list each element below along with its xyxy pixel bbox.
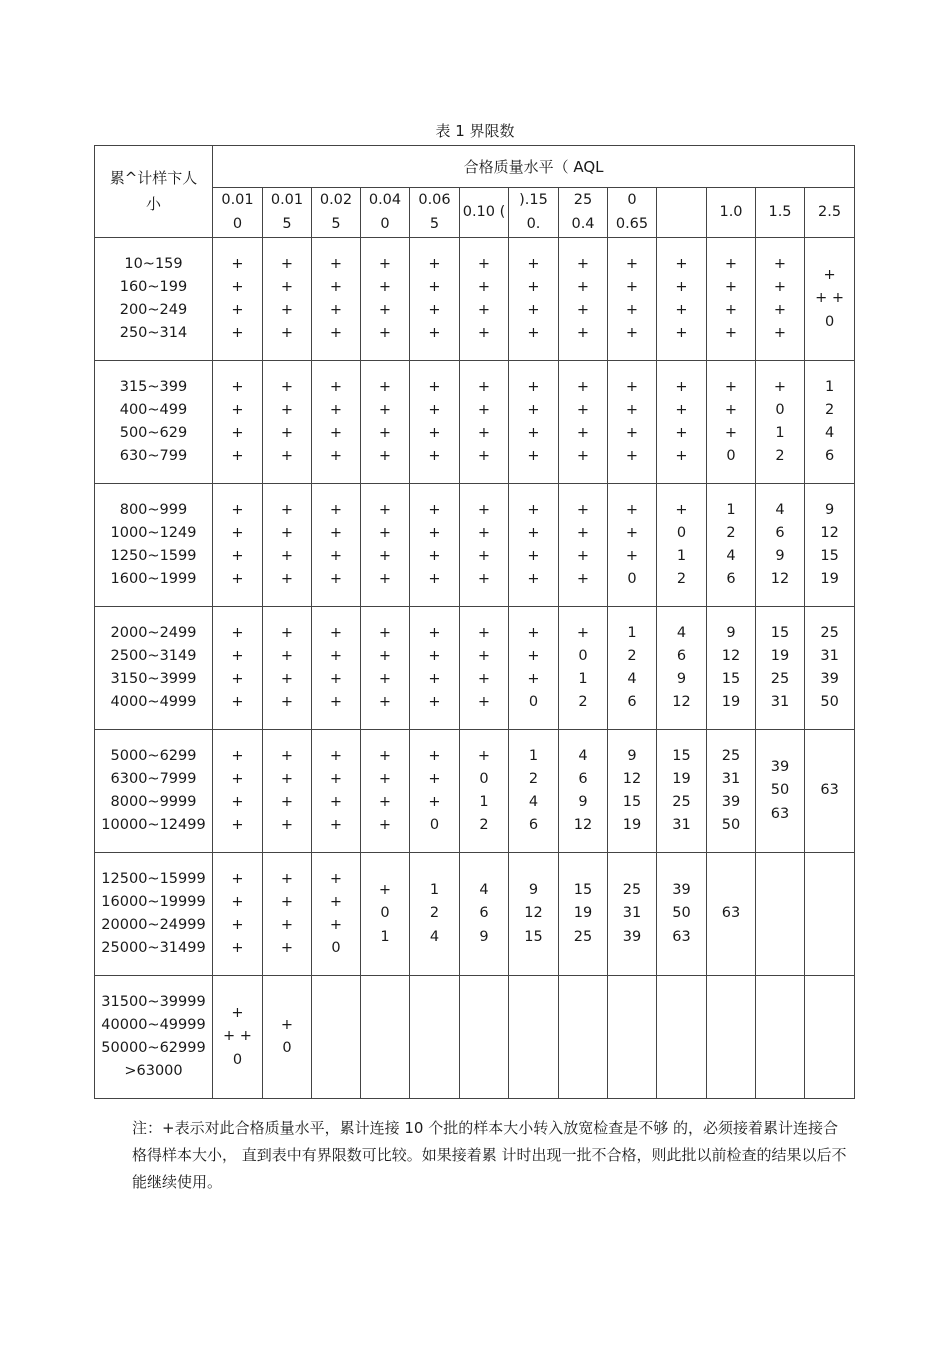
limit-value-cell: + + + +: [608, 361, 657, 484]
limit-value-cell: + + + +: [608, 238, 657, 361]
limit-value-cell: + + + +: [312, 607, 361, 730]
limit-value-cell: + 0 1 2: [559, 607, 608, 730]
limit-value-cell: + + + +: [263, 607, 312, 730]
limit-value-cell: + + + +: [559, 361, 608, 484]
limit-value-cell: + + + +: [312, 730, 361, 853]
limit-value-cell: [756, 976, 805, 1099]
sample-size-range-cell: 2000~2499 2500~3149 3150~3999 4000~4999: [95, 607, 213, 730]
limit-value-cell: + + + +: [460, 484, 509, 607]
limit-value-cell: [361, 976, 410, 1099]
limit-value-cell: 1 2 4 6: [805, 361, 855, 484]
sample-size-range-cell: 12500~15999 16000~19999 20000~24999 25000~31499: [95, 853, 213, 976]
limit-value-cell: + + + +: [509, 238, 559, 361]
limit-numbers-table: [94, 145, 855, 1099]
limit-value-cell: + + + 0: [707, 361, 756, 484]
limit-value-cell: 4 6 9 12: [559, 730, 608, 853]
limit-value-cell: [460, 976, 509, 1099]
table-row: [95, 484, 855, 607]
limit-value-cell: + + + +: [263, 853, 312, 976]
limit-value-cell: + + + +: [213, 730, 263, 853]
limit-value-cell: + + + +: [460, 607, 509, 730]
limit-value-cell: + + + +: [361, 484, 410, 607]
aql-column-header: 0.06 5: [410, 188, 460, 238]
limit-value-cell: 63: [707, 853, 756, 976]
aql-column-header: 2.5: [805, 188, 855, 238]
sample-size-range-cell: 315~399 400~499 500~629 630~799: [95, 361, 213, 484]
aql-column-header: 0.01 0: [213, 188, 263, 238]
limit-value-cell: + + + +: [263, 484, 312, 607]
limit-value-cell: + + + +: [361, 730, 410, 853]
limit-value-cell: + + + +: [213, 853, 263, 976]
limit-value-cell: [756, 853, 805, 976]
limit-value-cell: + + + 0: [213, 976, 263, 1099]
limit-value-cell: + + + 0: [805, 238, 855, 361]
aql-column-header: [657, 188, 707, 238]
sample-size-range-cell: 31500~39999 40000~49999 50000~62999 >63000: [95, 976, 213, 1099]
limit-value-cell: + + + +: [756, 238, 805, 361]
limit-value-cell: [312, 976, 361, 1099]
limit-value-cell: + + + +: [361, 238, 410, 361]
aql-column-header: ).15 0.: [509, 188, 559, 238]
limit-value-cell: [707, 976, 756, 1099]
aql-column-header: 0.04 0: [361, 188, 410, 238]
limit-value-cell: + + + +: [410, 484, 460, 607]
limit-value-cell: [608, 976, 657, 1099]
sample-size-range-cell: 10~159 160~199 200~249 250~314: [95, 238, 213, 361]
limit-value-cell: + + + +: [213, 361, 263, 484]
limit-value-cell: + 0 1 2: [657, 484, 707, 607]
limit-value-cell: + + + +: [460, 238, 509, 361]
limit-value-cell: [410, 976, 460, 1099]
table-row: [95, 238, 855, 361]
limit-value-cell: 15 19 25: [559, 853, 608, 976]
table-row: [95, 361, 855, 484]
limit-value-cell: + + + +: [263, 238, 312, 361]
limit-value-cell: 4 6 9 12: [657, 607, 707, 730]
limit-value-cell: + + + +: [707, 238, 756, 361]
limit-value-cell: + + + +: [361, 607, 410, 730]
sample-size-range-cell: 800~999 1000~1249 1250~1599 1600~1999: [95, 484, 213, 607]
aql-column-header: 1.0: [707, 188, 756, 238]
limit-value-cell: + + + +: [213, 238, 263, 361]
limit-value-cell: + + + +: [410, 361, 460, 484]
limit-value-cell: + + + +: [263, 361, 312, 484]
limit-value-cell: 1 2 4 6: [509, 730, 559, 853]
limit-value-cell: 4 6 9 12: [756, 484, 805, 607]
limit-value-cell: + + + 0: [410, 730, 460, 853]
limit-value-cell: + + + 0: [509, 607, 559, 730]
limit-value-cell: + + + +: [460, 361, 509, 484]
limit-value-cell: 25 31 39: [608, 853, 657, 976]
limit-value-cell: + + + +: [410, 607, 460, 730]
limit-value-cell: 15 19 25 31: [657, 730, 707, 853]
limit-value-cell: 9 12 15: [509, 853, 559, 976]
limit-value-cell: 9 12 15 19: [608, 730, 657, 853]
limit-value-cell: + + + 0: [312, 853, 361, 976]
limit-value-cell: 4 6 9: [460, 853, 509, 976]
table-body: [95, 238, 855, 1099]
aql-column-header: 0.01 5: [263, 188, 312, 238]
limit-value-cell: 39 50 63: [756, 730, 805, 853]
limit-value-cell: 1 2 4: [410, 853, 460, 976]
limit-value-cell: 15 19 25 31: [756, 607, 805, 730]
table-row: [95, 853, 855, 976]
limit-value-cell: + + + +: [213, 607, 263, 730]
limit-value-cell: + + + +: [312, 484, 361, 607]
limit-value-cell: [559, 976, 608, 1099]
limit-value-cell: 63: [805, 730, 855, 853]
limit-value-cell: + + + +: [361, 361, 410, 484]
table-row: [95, 730, 855, 853]
aql-column-header: 1.5: [756, 188, 805, 238]
limit-value-cell: + + + +: [312, 238, 361, 361]
limit-value-cell: 39 50 63: [657, 853, 707, 976]
limit-value-cell: + + + +: [509, 361, 559, 484]
aql-column-header: 0 0.65: [608, 188, 657, 238]
table-row: [95, 976, 855, 1099]
limit-value-cell: 9 12 15 19: [707, 607, 756, 730]
limit-value-cell: 25 31 39 50: [805, 607, 855, 730]
limit-value-cell: + + + +: [312, 361, 361, 484]
limit-value-cell: + 0: [263, 976, 312, 1099]
limit-value-cell: 25 31 39 50: [707, 730, 756, 853]
corner-header-cell: 累^计样卞人 小: [95, 146, 213, 238]
limit-value-cell: + + + +: [263, 730, 312, 853]
aql-column-header: 0.10 (: [460, 188, 509, 238]
limit-value-cell: [657, 976, 707, 1099]
footnote: 注：+表示对此合格质量水平，累计连接 10 个批的样本大小转入放宽检查是不够 的，必须接着累计连接合格得样本大小， 直到表中有界限数可比较。如果接着累 计时出现一批不合格，则此批以前检查的结果以后不能继续使用。: [132, 1119, 847, 1191]
limit-value-cell: + + + +: [559, 238, 608, 361]
limit-value-cell: + + + +: [657, 361, 707, 484]
table-row: [95, 607, 855, 730]
limit-value-cell: + 0 1 2: [460, 730, 509, 853]
aql-column-header: 0.02 5: [312, 188, 361, 238]
aql-column-header: 25 0.4: [559, 188, 608, 238]
limit-value-cell: 1 2 4 6: [707, 484, 756, 607]
table-caption: 表 1 界限数: [435, 122, 515, 140]
header-row-aql: [95, 146, 855, 188]
limit-value-cell: [805, 853, 855, 976]
limit-value-cell: + + + +: [410, 238, 460, 361]
limit-value-cell: 9 12 15 19: [805, 484, 855, 607]
limit-value-cell: 1 2 4 6: [608, 607, 657, 730]
aql-header-cell: 合格质量水平（ AQL: [213, 146, 855, 188]
limit-value-cell: + 0 1 2: [756, 361, 805, 484]
limit-value-cell: + + + +: [559, 484, 608, 607]
limit-value-cell: + + + 0: [608, 484, 657, 607]
limit-value-cell: + + + +: [509, 484, 559, 607]
limit-value-cell: + 0 1: [361, 853, 410, 976]
limit-value-cell: + + + +: [657, 238, 707, 361]
sample-size-range-cell: 5000~6299 6300~7999 8000~9999 10000~12499: [95, 730, 213, 853]
limit-value-cell: + + + +: [213, 484, 263, 607]
limit-value-cell: [509, 976, 559, 1099]
limit-value-cell: [805, 976, 855, 1099]
